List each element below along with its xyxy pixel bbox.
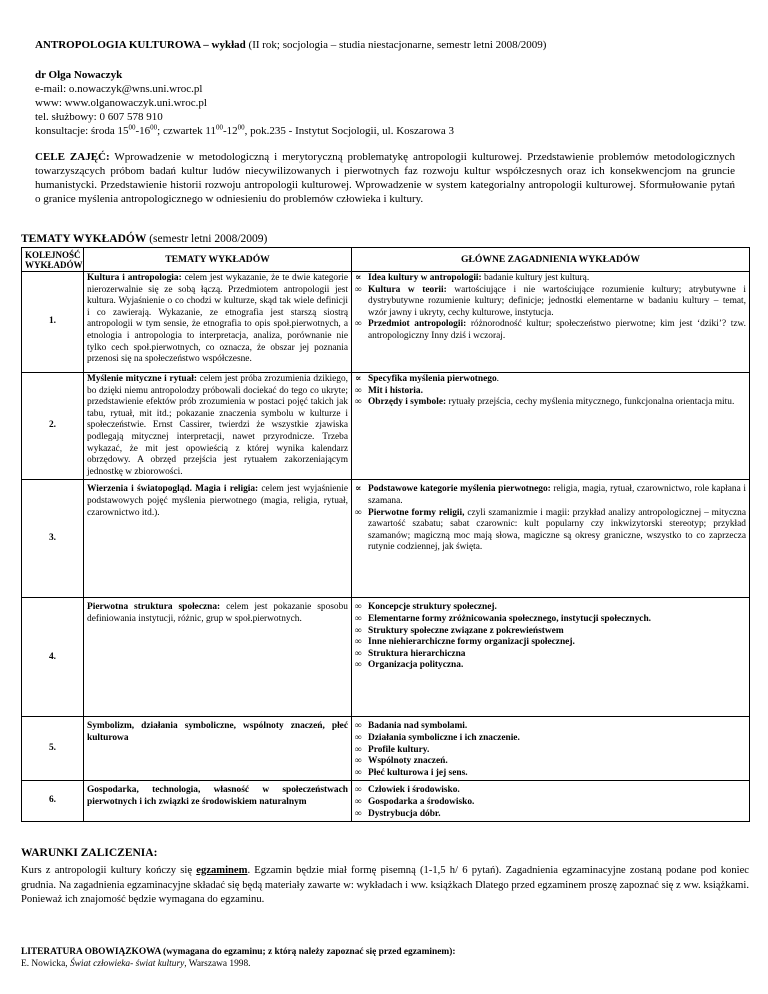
lecture-topic: Myślenie mityczne i rytuał: celem jest próba zrozumienia dzikiego, bo dzięki niemu antropolodzy próbowali dociekać do tego co ukryte; przedstawienie efektów prób zrozumienia w postaci pojęć takich jak tabu, rytuał, mit itd.; pokazanie znaczenia symbolu w kulturze i społeczeństwie. Ernst Cassirer, twierdzi że wszystkie zjawiska podlegają mitycznej interpretacji, nawet przyrodnicze. Trzeba wykazać, że mit jest opowieścią z której wynika kalendarz obrzędowy. A obrzęd przejścia jest rytuałem zakorzeniającym jednostkę w zbiorowości. <box>84 373 352 480</box>
bullet-icon: ∝ <box>355 273 362 283</box>
list-item: ∞ Struktura hierarchiczna <box>355 648 466 659</box>
lecture-number: 6. <box>22 781 84 822</box>
lectures-table <box>21 247 750 822</box>
topics-label: TEMATY WYKŁADÓW <box>21 233 147 245</box>
bullet-icon: ∝ <box>355 374 362 384</box>
bullet-icon: ∞ <box>355 613 362 624</box>
author-www: www: www.olganowaczyk.uni.wroc.pl <box>35 97 207 109</box>
list-item: ∞ Elementarne formy zróżnicowania społecznego, instytucji społecznych. <box>355 613 652 624</box>
table-row <box>22 373 750 480</box>
table-row <box>22 598 750 717</box>
bullet-icon: ∞ <box>355 602 362 613</box>
lecture-issues <box>352 717 750 781</box>
bullet-icon: ∞ <box>355 625 362 636</box>
list-item: ∞ Badania nad symbolami. <box>355 721 468 732</box>
bullet-icon: ∞ <box>355 284 362 295</box>
goals-label: CELE ZAJĘĆ: <box>35 151 110 163</box>
list-item: ∝ Idea kultury w antropologii: badanie kultury jest kulturą. <box>355 273 590 283</box>
author-email: e-mail: o.nowaczyk@wns.uni.wroc.pl <box>35 83 203 95</box>
literature-item: E. Nowicka, Świat człowieka- świat kultury, Warszawa 1998. <box>21 959 251 969</box>
table-header-row <box>22 248 750 272</box>
bullet-icon: ∞ <box>355 785 362 796</box>
lecture-topic: Symbolizm, działania symboliczne, wspólnoty znaczeń, płeć kulturowa <box>84 717 352 781</box>
list-item: ∞ Inne niehierarchiczne formy organizacji społecznej. <box>355 637 575 648</box>
list-item: ∞ Człowiek i środowisko. <box>355 785 460 796</box>
list-item: ∞ Gospodarka a środowisko. <box>355 796 475 807</box>
list-item: ∞ Profile kultury. <box>355 744 430 755</box>
lecture-topic: Pierwotna struktura społeczna: celem jest pokazanie sposobu definiowania instytucji, różnic, grup w społ.pierwotnych. <box>84 598 352 717</box>
bullet-icon: ∞ <box>355 319 362 330</box>
header-order: KOLEJNOŚĆ WYKŁADÓW <box>22 248 84 272</box>
list-item: ∞ Mit i historia. <box>355 385 423 396</box>
topics-note: (semestr letni 2008/2009) <box>146 233 268 245</box>
list-item: ∞ Struktury społeczne związane z pokrewieństwem <box>355 625 564 636</box>
lecture-topic: Wierzenia i światopogląd. Magia i religia: celem jest wyjaśnienie podstawowych pojęć myślenia pierwotnego (magia, religia, rytuał, czarownictwo itd.). <box>84 480 352 598</box>
list-item: ∞ Przedmiot antropologii: różnorodność kultur; społeczeństwo pierwotne; kim jest ‘dziki’? tzw. antropologiczny Inny dziś i wczoraj. <box>355 319 746 341</box>
bullet-icon: ∞ <box>355 721 362 732</box>
lecture-issues <box>352 781 750 822</box>
lecture-number: 1. <box>22 272 84 373</box>
list-item: ∞ Koncepcje struktury społecznej. <box>355 602 497 613</box>
list-item: ∞ Wspólnoty znaczeń. <box>355 756 448 767</box>
table-row <box>22 717 750 781</box>
list-item: ∞ Pierwotne formy religii, czyli szamanizmie i magii: przykład analizy antropologicznej – mityczna zawartość szabatu; sabat czarownic: kult popularny czy inkwizytorski stereotyp; przykład szamanów; magiczną moc mają słowa, magiczne są okresy graniczne, wszystko to co zaprzecza rutynie codziennej, jak święta. <box>355 507 747 553</box>
bullet-icon: ∞ <box>355 767 362 778</box>
lecture-issues <box>352 272 750 373</box>
course-subtitle: (II rok; socjologia – studia niestacjonarne, semestr letni 2008/2009) <box>245 39 547 51</box>
header-issues: GŁÓWNE ZAGADNIENIA WYKŁADÓW <box>352 248 750 272</box>
goals-text: Wprowadzenie w metodologiczną i merytoryczną problematykę antropologii kulturowej. Przedstawienie problemów metodologicznych towarzyszących próbom badań kultur ludów niecywilizowanych i pierwotnych faz rozwoju kultur współczesnych oraz ich konsekwencjom na gruncie humanistycki. Przedstawienie historii rozwoju antropologii kulturowej. Wprowadzenie w system kategorialny antropologii kulturowej. Sformułowanie pytań o granice myślenia antropologicznego w odniesieniu do problemów człowieka i kultury. <box>35 151 735 205</box>
course-title-line <box>35 38 546 52</box>
bullet-icon: ∞ <box>355 808 362 819</box>
lecture-issues <box>352 598 750 717</box>
author-name: dr Olga Nowaczyk <box>35 69 123 81</box>
lecture-number: 4. <box>22 598 84 717</box>
bullet-icon: ∞ <box>355 660 362 671</box>
lecture-number: 5. <box>22 717 84 781</box>
table-row <box>22 781 750 822</box>
header-topics: TEMATY WYKŁADÓW <box>84 248 352 272</box>
bullet-icon: ∞ <box>355 648 362 659</box>
bullet-icon: ∞ <box>355 385 362 396</box>
lecture-topic: Gospodarka, technologia, własność w społeczeństwach pierwotnych i ich związki ze środowiskiem naturalnym <box>84 781 352 822</box>
list-item: ∝ Specyfika myślenia pierwotnego. <box>355 374 499 384</box>
author-phone: tel. służbowy: 0 607 578 910 <box>35 111 163 123</box>
list-item: ∝ Podstawowe kategorie myślenia pierwotnego: religia, magia, rytuał, czarownictwo, role kapłana i szamana. <box>355 484 746 506</box>
lecture-number: 3. <box>22 480 84 598</box>
conditions-label: WARUNKI ZALICZENIA: <box>21 847 158 859</box>
bullet-icon: ∞ <box>355 637 362 648</box>
literature-label: LITERATURA OBOWIĄZKOWA (wymagana do egzaminu; z którą należy zapoznać się przed egzaminem): <box>21 947 456 957</box>
table-row <box>22 480 750 598</box>
course-title: ANTROPOLOGIA KULTUROWA – wykład <box>35 39 246 51</box>
bullet-icon: ∞ <box>355 744 362 755</box>
bullet-icon: ∞ <box>355 756 362 767</box>
lecture-number: 2. <box>22 373 84 480</box>
exam-word: egzaminem <box>196 865 248 876</box>
list-item: ∞ Płeć kulturowa i jej sens. <box>355 767 468 778</box>
list-item: ∞ Kultura w teorii: wartościujące i nie wartościujące rozumienie kultury; atrybutywne i dystrybutywne rozumienie kultury; definicje; jednostki elementarne w badaniu kultury – temat, wzór jawny i ukryty, cechy kulturowe, instytucja. <box>355 284 746 318</box>
author-consultations: konsultacje: środa $15^{00}-16^{00}$; czwartek $11^{00}-12^{00}$, pok.235 - Instytut Socjologii, ul. Koszarowa 3 <box>35 123 454 137</box>
list-item: ∞ Działania symboliczne i ich znaczenie. <box>355 732 520 743</box>
goals-paragraph <box>35 150 735 206</box>
bullet-icon: ∝ <box>355 484 362 495</box>
bullet-icon: ∞ <box>355 507 362 518</box>
bullet-icon: ∞ <box>355 796 362 807</box>
list-item: ∞ Obrzędy i symbole: rytuały przejścia, cechy myślenia mitycznego, funkcjonalna orientacja mitu. <box>355 397 735 408</box>
list-item: ∞ Dystrybucja dóbr. <box>355 808 441 819</box>
bullet-icon: ∞ <box>355 732 362 743</box>
list-item: ∞ Organizacja polityczna. <box>355 660 464 671</box>
literature-block <box>21 946 455 970</box>
conditions-text: Kurs z antropologii kultury kończy się egzaminem. Egzamin będzie miał formę pisemną (1-1,5 h/ 6 pytań). Zagadnienia egzaminacyjne zostaną podane pod koniec grudnia. Na zagadnienia egzaminacyjne składać się będą materiały zawarte w: wykładach i ww. książkach Dlatego przed egzaminem proszę zapoznać się z ww. książkami. Ponieważ ich znajomość będzie wymagana do egzaminu. <box>21 865 750 905</box>
topics-heading <box>21 232 267 246</box>
bullet-icon: ∞ <box>355 397 362 408</box>
lecture-issues <box>352 480 750 598</box>
author-block <box>35 68 454 138</box>
lecture-topic: Kultura i antropologia: celem jest wykazanie, że te dwie kategorie nierozerwalnie się ze sobą łączą. Przedmiotem antropologii jest kultura. Wyjaśnienie o co chodzi w kulturze, skąd tak wiele definicji i co zawierają. Wykazanie, ze etnografia jest starszą siostrą antropologii w tym sensie, że etnografia to opis społ.pierwotnych, a etnologia i antropologia to interpretacja, analiza, porównanie nie tylko cech społ.pierwotnych, co oznacza, że obszar jej poznania przenosi się na społeczeństwo współczesne. <box>84 272 352 373</box>
table-row <box>22 272 750 373</box>
lecture-issues <box>352 373 750 480</box>
